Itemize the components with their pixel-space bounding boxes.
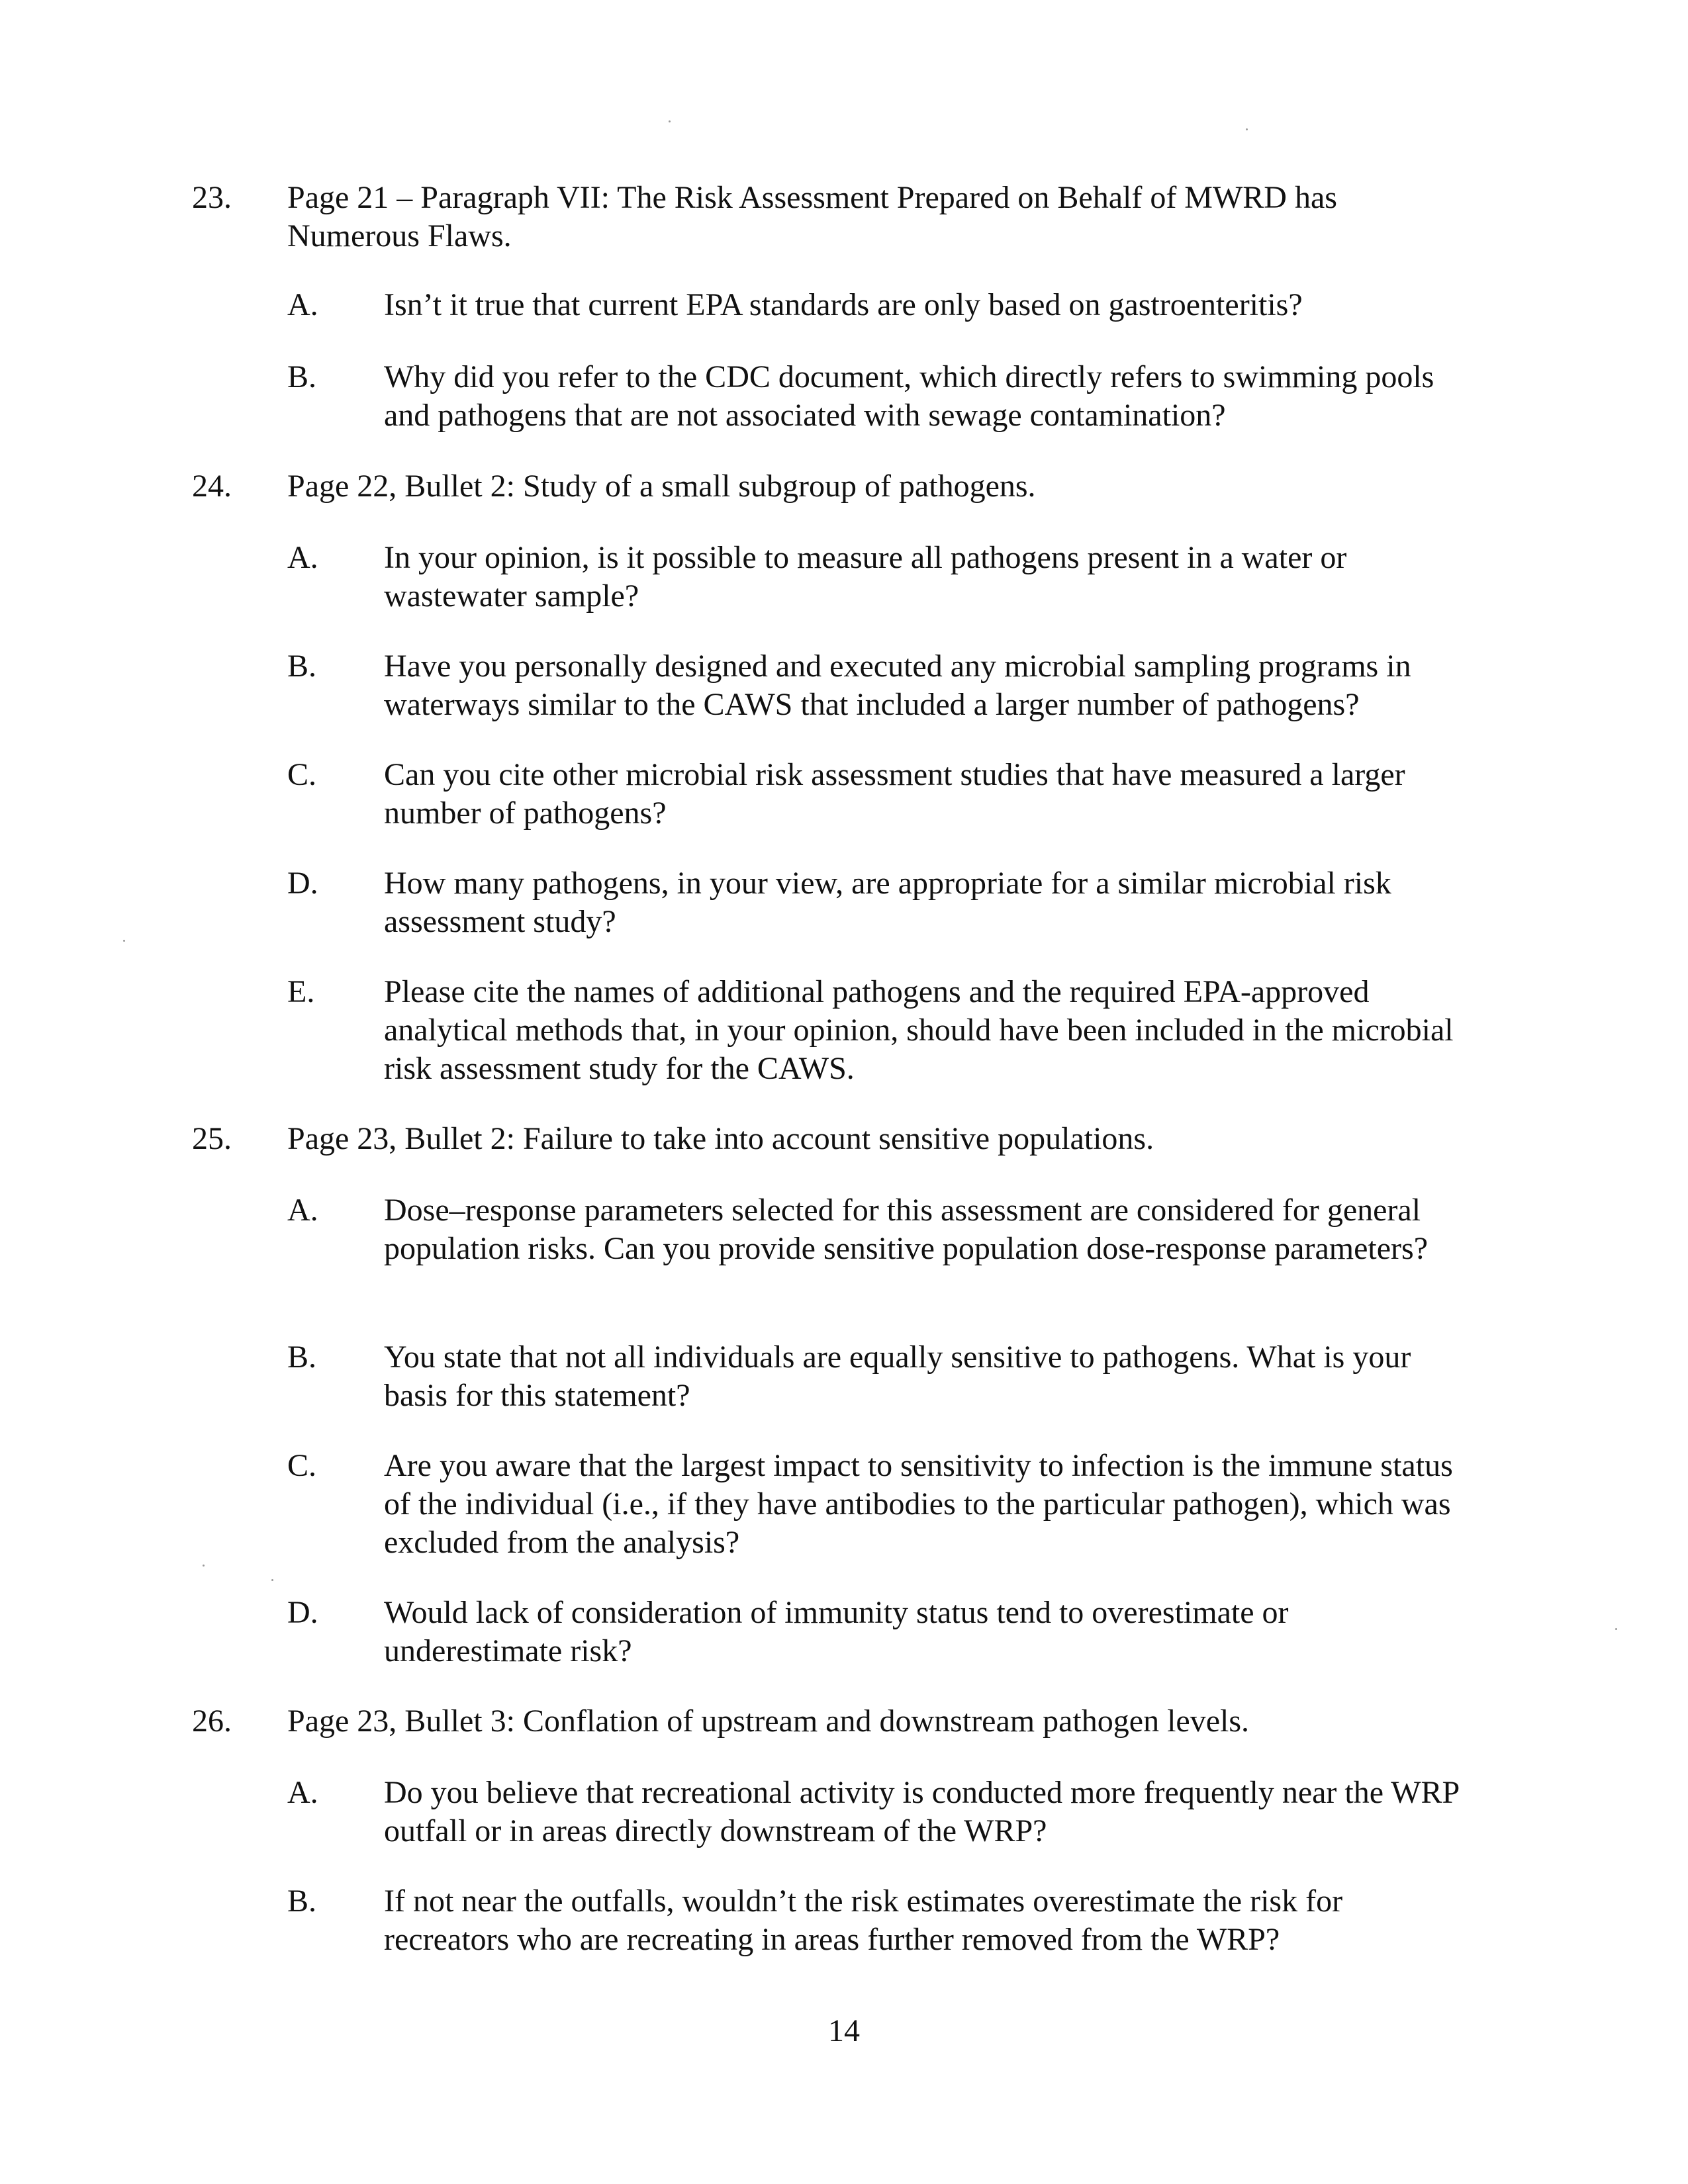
item-text: How many pathogens, in your view, are appropriate for a similar microbial risk assessment study? xyxy=(384,866,1391,939)
page-number: 14 xyxy=(828,2013,860,2048)
item-letter: C. xyxy=(287,1448,317,1483)
item-letter: B. xyxy=(287,1340,317,1375)
item-text: Please cite the names of additional pathogens and the required EPA-approved analytical methods that, in your opinion, should have been included in the microbial risk assessment study for the CAWS. xyxy=(384,974,1454,1086)
item-text: Have you personally designed and executed any microbial sampling programs in waterways similar to the CAWS that included a larger number of pathogens? xyxy=(384,649,1411,722)
item-letter: A. xyxy=(287,540,318,575)
question-heading: Page 21 – Paragraph VII: The Risk Assessment Prepared on Behalf of MWRD has Numerous Flaws. xyxy=(287,180,1337,253)
item-letter: B. xyxy=(287,649,317,684)
item-text: Can you cite other microbial risk assessment studies that have measured a larger number of pathogens? xyxy=(384,757,1405,831)
item-letter: A. xyxy=(287,1193,318,1228)
scan-speck xyxy=(669,120,671,122)
scan-speck xyxy=(123,940,125,942)
item-text: Are you aware that the largest impact to sensitivity to infection is the immune status of the individual (i.e., if they have antibodies to the particular pathogen), which was excluded from the analysis? xyxy=(384,1448,1453,1560)
scan-speck xyxy=(1246,128,1248,130)
question-number: 26. xyxy=(192,1704,232,1739)
scan-speck xyxy=(203,1565,205,1567)
question-number: 24. xyxy=(192,469,232,504)
question-heading: Page 23, Bullet 3: Conflation of upstream and downstream pathogen levels. xyxy=(287,1704,1250,1739)
item-text: Do you believe that recreational activity is conducted more frequently near the WRP outfall or in areas directly downstream of the WRP? xyxy=(384,1775,1459,1848)
item-letter: B. xyxy=(287,1884,317,1919)
item-letter: B. xyxy=(287,359,317,394)
item-text: You state that not all individuals are equally sensitive to pathogens. What is your basis for this statement? xyxy=(384,1340,1411,1413)
question-heading: Page 23, Bullet 2: Failure to take into account sensitive populations. xyxy=(287,1121,1154,1156)
item-text: Would lack of consideration of immunity status tend to overestimate or underestimate risk? xyxy=(384,1595,1289,1668)
item-letter: A. xyxy=(287,1775,318,1810)
question-number: 25. xyxy=(192,1121,232,1156)
item-letter: D. xyxy=(287,1595,318,1630)
item-letter: E. xyxy=(287,974,315,1009)
scan-speck xyxy=(1615,1628,1617,1630)
item-text: Isn’t it true that current EPA standards are only based on gastroenteritis? xyxy=(384,287,1303,322)
item-text: Dose–response parameters selected for this assessment are considered for general population risks. Can you provide sensitive population dose-response parameters? xyxy=(384,1193,1428,1266)
item-letter: C. xyxy=(287,757,317,792)
item-text: If not near the outfalls, wouldn’t the risk estimates overestimate the risk for recreators who are recreating in areas further removed from the WRP? xyxy=(384,1884,1343,1957)
item-letter: A. xyxy=(287,287,318,322)
scan-speck xyxy=(271,1579,273,1581)
item-text: Why did you refer to the CDC document, which directly refers to swimming pools and pathogens that are not associated with sewage contamination? xyxy=(384,359,1434,433)
item-text: In your opinion, is it possible to measure all pathogens present in a water or wastewater sample? xyxy=(384,540,1347,614)
question-heading: Page 22, Bullet 2: Study of a small subgroup of pathogens. xyxy=(287,469,1036,504)
item-letter: D. xyxy=(287,866,318,901)
question-number: 23. xyxy=(192,180,232,215)
